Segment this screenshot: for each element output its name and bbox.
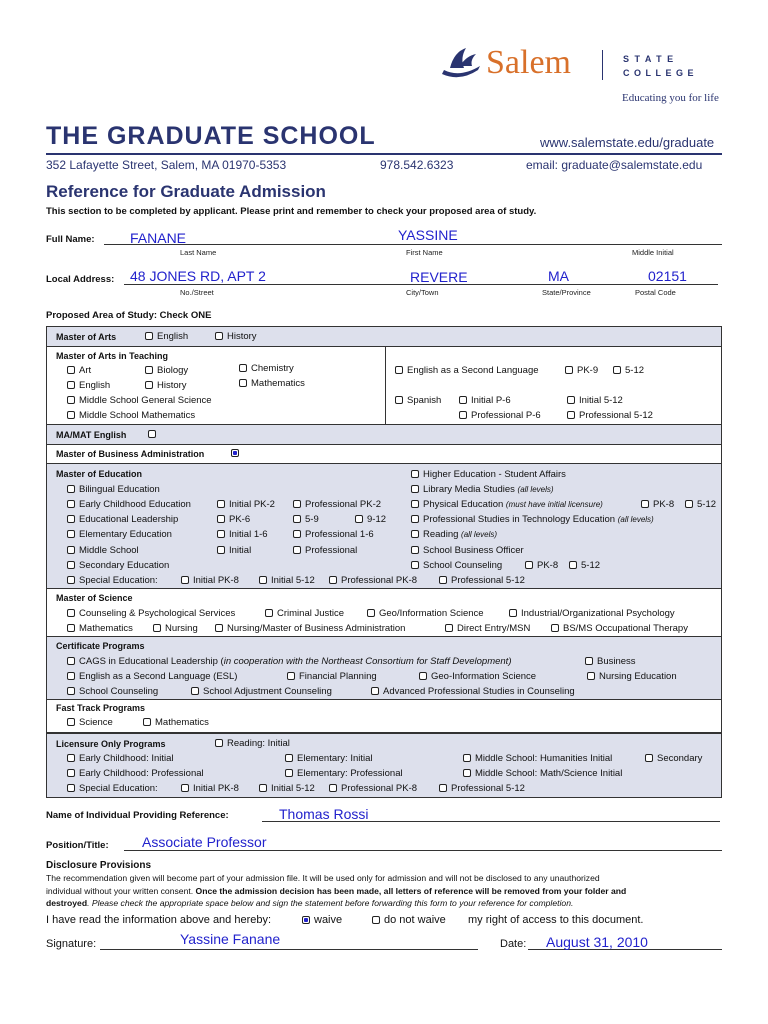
checkbox-bilingual[interactable]: Bilingual Education	[67, 484, 160, 495]
cap-middle: Middle Initial	[632, 248, 674, 257]
cap-city: City/Town	[406, 288, 439, 297]
cap-state: State/Province	[542, 288, 591, 297]
checkbox-pe-5-12[interactable]: 5-12	[685, 499, 716, 510]
disclosure-line2: individual without your written consent. Once the admission decision has been made, all letters of reference will be removed from your folder and	[46, 886, 627, 896]
checkbox-elem-init-1-6[interactable]: Initial 1-6	[217, 529, 268, 540]
full-name-label: Full Name:	[46, 234, 95, 245]
logo-salem: Salem	[486, 44, 571, 81]
checkbox-lic-ec-prof[interactable]: Early Childhood: Professional	[67, 768, 204, 779]
form-instruction: This section to be completed by applicant. Please print and remember to check your proposed area of study.	[46, 206, 537, 217]
reference-name-label: Name of Individual Providing Reference:	[46, 810, 229, 821]
checkbox-geo-info-science[interactable]: Geo/Information Science	[367, 608, 484, 619]
checkbox-financial-planning[interactable]: Financial Planning	[287, 671, 377, 682]
logo-college: COLLEGE	[623, 68, 699, 78]
checkbox-mat-spanish[interactable]: Spanish	[395, 395, 441, 406]
checkbox-bs-ms-ot[interactable]: BS/MS Occupational Therapy	[551, 623, 688, 634]
website[interactable]: www.salemstate.edu/graduate	[540, 135, 715, 150]
cap-postal: Postal Code	[635, 288, 676, 297]
checkbox-physical-ed[interactable]: Physical Education (must have initial licensure)	[411, 499, 603, 510]
section-mamat-english	[46, 424, 722, 445]
position-field[interactable]: Associate Professor	[142, 834, 267, 850]
checkbox-pe-pk8[interactable]: PK-8	[641, 499, 674, 510]
section-title: MA/MAT English	[56, 430, 127, 440]
cap-first: First Name	[406, 248, 443, 257]
salem-ship-logo-icon	[440, 44, 484, 84]
checkbox-ma-history[interactable]: History	[215, 331, 257, 342]
checkbox-criminal-justice[interactable]: Criminal Justice	[265, 608, 344, 619]
hereby-text: I have read the information above and hereby:	[46, 914, 272, 926]
right-of-access-text: my right of access to this document.	[468, 914, 644, 926]
checkbox-direct-entry-msn[interactable]: Direct Entry/MSN	[445, 623, 530, 634]
checkbox-middle-school[interactable]: Middle School	[67, 545, 139, 556]
checkbox-spanish-init-5-12[interactable]: Initial 5-12	[567, 395, 623, 406]
date-label: Date:	[500, 938, 527, 950]
checkbox-mat-english[interactable]: English	[67, 380, 110, 391]
checkbox-sped-prof-pk8[interactable]: Professional PK-8	[329, 575, 417, 586]
checkbox-sped-prof-5-12[interactable]: Professional 5-12	[439, 575, 525, 586]
street-field[interactable]: 48 JONES RD, APT 2	[130, 268, 266, 284]
checkbox-cert-esl[interactable]: English as a Second Language (ESL)	[67, 671, 237, 682]
first-name-field[interactable]: YASSINE	[398, 227, 458, 243]
checkbox-sped-init-5-12[interactable]: Initial 5-12	[259, 575, 315, 586]
checkbox-el-pk6[interactable]: PK-6	[217, 514, 250, 525]
checkbox-sc-pk8[interactable]: PK-8	[525, 560, 558, 571]
checkbox-elementary[interactable]: Elementary Education	[67, 529, 172, 540]
checkbox-school-adjustment[interactable]: School Adjustment Counseling	[191, 686, 332, 697]
email[interactable]: email: graduate@salemstate.edu	[526, 158, 703, 172]
cap-street: No./Street	[180, 288, 214, 297]
checkbox-ec-prof-pk2[interactable]: Professional PK-2	[293, 499, 381, 510]
section-mat	[46, 346, 722, 425]
checkbox-mat-biology[interactable]: Biology	[145, 365, 188, 376]
checkbox-geo-information[interactable]: Geo-Information Science	[419, 671, 536, 682]
checkbox-mat-mathematics[interactable]: Mathematics	[239, 378, 305, 389]
reference-name-field[interactable]: Thomas Rossi	[279, 806, 369, 822]
section-master-of-education	[46, 463, 722, 589]
section-title: Master of Arts	[56, 332, 117, 342]
section-master-of-arts	[46, 326, 722, 347]
disclosure-line3: destroyed. Please check the appropriate space below and sign the statement before forwarding this form to your reference for completion.	[46, 898, 574, 908]
checkbox-reading[interactable]: Reading (all levels)	[411, 529, 497, 540]
checkbox-el-5-9[interactable]: 5-9	[293, 514, 319, 525]
checkbox-esl-5-12[interactable]: 5-12	[613, 365, 644, 376]
section-title: Licensure Only Programs	[56, 739, 166, 749]
address: 352 Lafayette Street, Salem, MA 01970-5353	[46, 158, 287, 172]
section-title: Master of Arts in Teaching	[56, 351, 169, 361]
checkbox-el-9-12[interactable]: 9-12	[355, 514, 386, 525]
checkbox-lic-secondary[interactable]: Secondary	[645, 753, 702, 764]
section-certificate-programs	[46, 636, 722, 700]
checkbox-ec-init-pk2[interactable]: Initial PK-2	[217, 499, 275, 510]
checkbox-ma-english[interactable]: English	[145, 331, 188, 342]
position-label: Position/Title:	[46, 840, 109, 851]
checkbox-mamat-english[interactable]	[148, 429, 160, 440]
school-title: THE GRADUATE SCHOOL	[46, 122, 376, 150]
checkbox-mba[interactable]	[231, 448, 243, 459]
section-title: Master of Business Administration	[56, 449, 205, 459]
checkbox-nursing-education[interactable]: Nursing Education	[587, 671, 677, 682]
checkbox-elem-prof-1-6[interactable]: Professional 1-6	[293, 529, 374, 540]
address-label: Local Address:	[46, 274, 115, 285]
checkbox-ms-initial[interactable]: Initial	[217, 545, 251, 556]
checkbox-ms-mathematics[interactable]: Middle School Mathematics	[67, 410, 195, 421]
checkbox-spanish-init-p6[interactable]: Initial P-6	[459, 395, 511, 406]
checkbox-ms-general-science[interactable]: Middle School General Science	[67, 395, 212, 406]
checkbox-cags[interactable]: CAGS in Educational Leadership (in cooperation with the Northeast Consortium for Staff Development)	[67, 656, 511, 667]
checkbox-nursing-mba[interactable]: Nursing/Master of Business Administration	[215, 623, 405, 634]
checkbox-cert-business[interactable]: Business	[585, 656, 636, 667]
checkbox-waive[interactable]: waive	[302, 914, 342, 926]
checkbox-special-ed[interactable]: Special Education:	[67, 575, 158, 586]
postal-field[interactable]: 02151	[648, 268, 687, 284]
checkbox-higher-ed[interactable]: Higher Education - Student Affairs	[411, 469, 566, 480]
header-rule	[46, 153, 722, 155]
checkbox-do-not-waive[interactable]: do not waive	[372, 914, 446, 926]
logo-divider	[602, 50, 603, 80]
checkbox-ms-mathematics[interactable]: Mathematics	[67, 623, 133, 634]
checkbox-ft-mathematics[interactable]: Mathematics	[143, 717, 209, 728]
checkbox-school-counseling[interactable]: School Counseling	[411, 560, 502, 571]
checkbox-spanish-prof-5-12[interactable]: Professional 5-12	[567, 410, 653, 421]
checkbox-mat-esl[interactable]: English as a Second Language	[395, 365, 539, 376]
checkbox-nursing[interactable]: Nursing	[153, 623, 198, 634]
checkbox-mat-history[interactable]: History	[145, 380, 187, 391]
checkbox-io-psychology[interactable]: Industrial/Organizational Psychology	[509, 608, 675, 619]
last-name-field[interactable]: FANANE	[130, 230, 187, 246]
checkbox-lic-init-pk8[interactable]: Initial PK-8	[181, 783, 239, 794]
checkbox-tech-ed[interactable]: Professional Studies in Technology Education (all levels)	[411, 514, 654, 525]
checkbox-secondary[interactable]: Secondary Education	[67, 560, 169, 571]
checkbox-ft-science[interactable]: Science	[67, 717, 113, 728]
checkbox-lic-elem-prof[interactable]: Elementary: Professional	[285, 768, 403, 779]
area-label: Proposed Area of Study: Check ONE	[46, 310, 212, 321]
signature-field[interactable]: Yassine Fanane	[180, 931, 281, 947]
section-title: Certificate Programs	[56, 641, 145, 651]
checkbox-school-business-officer[interactable]: School Business Officer	[411, 545, 524, 556]
form-title: Reference for Graduate Admission	[46, 182, 326, 201]
section-title: Fast Track Programs	[56, 703, 146, 713]
city-field[interactable]: REVERE	[410, 269, 468, 285]
checkbox-advanced-counseling[interactable]: Advanced Professional Studies in Counseling	[371, 686, 575, 697]
checkbox-lic-init-5-12[interactable]: Initial 5-12	[259, 783, 315, 794]
checkbox-library-media[interactable]: Library Media Studies (all levels)	[411, 484, 554, 495]
signature-label: Signature:	[46, 938, 97, 950]
checkbox-sc-5-12[interactable]: 5-12	[569, 560, 600, 571]
position-line	[124, 850, 722, 851]
checkbox-lic-reading[interactable]: Reading: Initial	[215, 738, 290, 749]
checkbox-lic-special-ed[interactable]: Special Education:	[67, 783, 158, 794]
disclosure-line1: The recommendation given will become part of your admission file. It will be used only for admission and will not be disclosed to any unauthorized	[46, 873, 600, 883]
checkbox-early-childhood[interactable]: Early Childhood Education	[67, 499, 191, 510]
checkbox-lic-elem-initial[interactable]: Elementary: Initial	[285, 753, 373, 764]
phone: 978.542.6323	[380, 158, 454, 172]
section-master-of-science	[46, 588, 722, 637]
state-field[interactable]: MA	[548, 268, 569, 284]
section-mba	[46, 444, 722, 464]
full-name-line	[104, 244, 722, 245]
disclosure-title: Disclosure Provisions	[46, 860, 152, 871]
checkbox-sped-init-pk8[interactable]: Initial PK-8	[181, 575, 239, 586]
checkbox-lic-ec-initial[interactable]: Early Childhood: Initial	[67, 753, 174, 764]
checkbox-counseling-psych[interactable]: Counseling & Psychological Services	[67, 608, 235, 619]
section-fast-track	[46, 699, 722, 733]
logo-state: STATE	[623, 54, 679, 64]
section-title: Master of Education	[56, 469, 143, 479]
signature-line	[100, 949, 478, 950]
section-licensure	[46, 733, 722, 798]
checkbox-mat-chemistry[interactable]: Chemistry	[239, 363, 294, 374]
checkbox-esl-pk9[interactable]: PK-9	[565, 365, 598, 376]
checkbox-spanish-prof-p6[interactable]: Professional P-6	[459, 410, 541, 421]
checkbox-cert-school-counseling[interactable]: School Counseling	[67, 686, 158, 697]
checkbox-lic-ms-math-sci[interactable]: Middle School: Math/Science Initial	[463, 768, 622, 779]
checkbox-ed-leadership[interactable]: Educational Leadership	[67, 514, 178, 525]
checkbox-lic-prof-5-12[interactable]: Professional 5-12	[439, 783, 525, 794]
cap-last: Last Name	[180, 248, 217, 257]
checkbox-ms-professional[interactable]: Professional	[293, 545, 357, 556]
tagline: Educating you for life	[622, 92, 719, 104]
checkbox-lic-ms-humanities[interactable]: Middle School: Humanities Initial	[463, 753, 612, 764]
checkbox-mat-art[interactable]: Art	[67, 365, 91, 376]
checkbox-lic-prof-pk8[interactable]: Professional PK-8	[329, 783, 417, 794]
mat-divider	[385, 347, 386, 424]
date-field[interactable]: August 31, 2010	[546, 934, 648, 950]
section-title: Master of Science	[56, 593, 133, 603]
